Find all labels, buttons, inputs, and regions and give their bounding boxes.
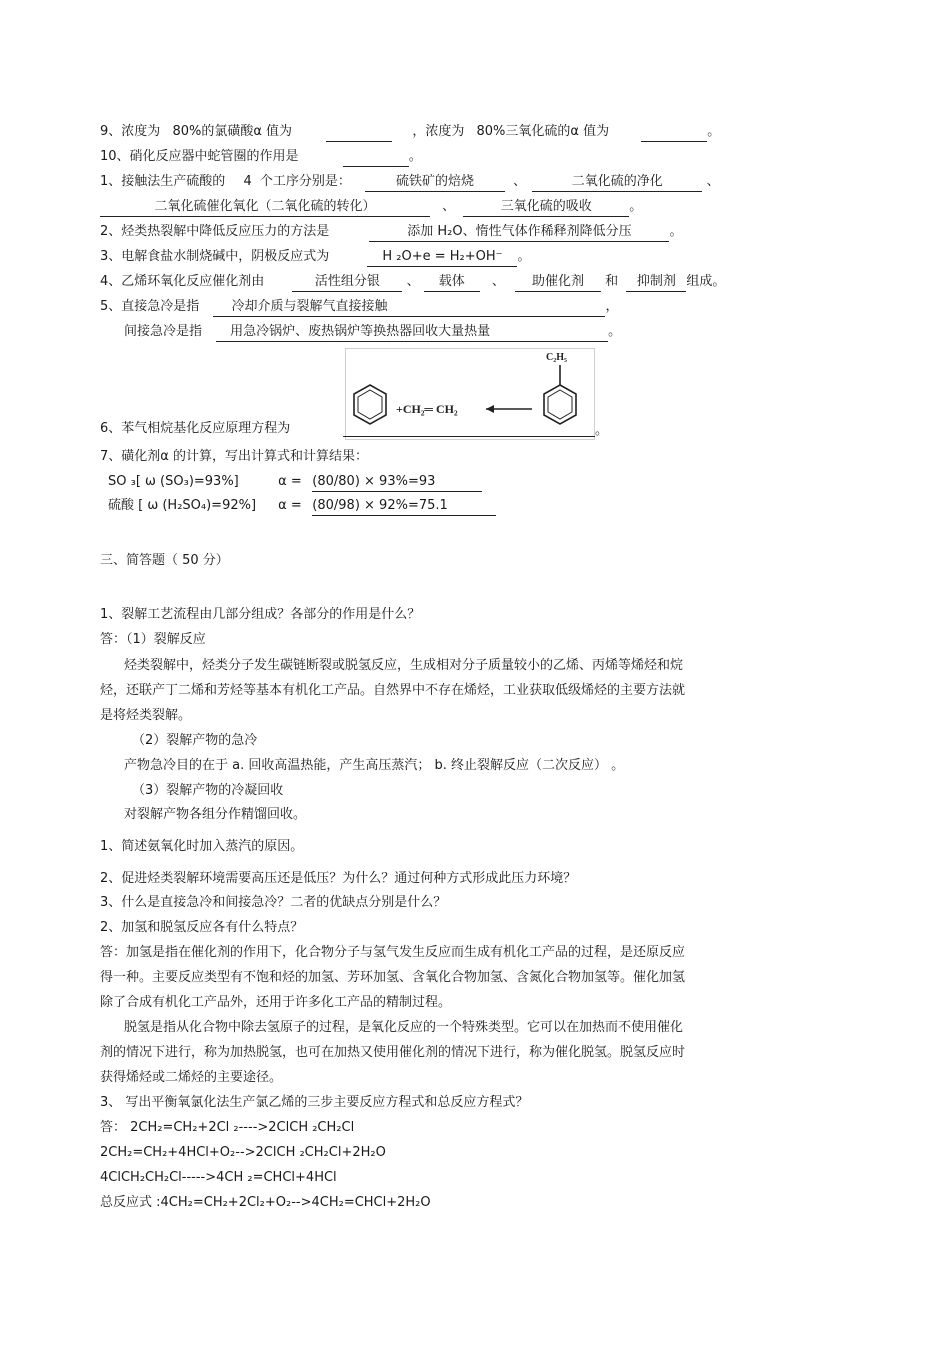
qa-pressure-question: 2、促进烃类裂解环境需要高压还是低压？为什么？通过何种方式形成此压力环境？ — [100, 871, 577, 886]
q5-answer-2: 用急冷锅炉、废热锅炉等换热器回收大量热量 — [216, 323, 608, 342]
benzene-ring-product — [544, 385, 576, 424]
q7-answer-so3: (80/80) × 93%=93 — [312, 473, 482, 492]
alkylation-reaction-figure — [345, 348, 595, 440]
reaction-total: 总反应式 :4CH₂=CH₂+2Cl₂+O₂-->4CH₂=CHCl+2H₂O — [100, 1195, 431, 1210]
ethyl-group-label: C₂H₅ — [546, 352, 567, 363]
q9-line: 9、浓度为 80%的氯磺酸α 值为 ，浓度为 80%三氧化硫的α 值为 。 — [100, 123, 720, 142]
q5-answer-1: 冷却介质与裂解气直接接触 — [213, 298, 605, 317]
q7-row-h2so4: 硫酸 [ ω (H₂SO₄)=92%] α = (80/98) × 92%=75.1 — [108, 497, 496, 516]
qa-q1-answer-heading: 答：（1）裂解反应 — [100, 632, 206, 647]
qa-quench-question: 3、什么是直接急冷和间接急冷？二者的优缺点分别是什么？ — [100, 895, 447, 910]
q1-answer-3: 二氧化硫催化氧化（二氧化硫的转化） — [100, 198, 430, 217]
qa-q1-title: 1、裂解工艺流程由几部分组成？各部分的作用是什么？ — [100, 607, 421, 622]
qa-vinyl-chloride-question: 3、 写出平衡氧氯化法生产氯乙烯的三步主要反应方程式和总反应方程式？ — [100, 1095, 529, 1110]
q4-line: 4、乙烯环氧化反应催化剂由 活性组分银 、 载体 、 助催化剂 和 抑制剂 组成。 — [100, 273, 725, 292]
q2-answer: 添加 H₂O、惰性气体作稀释剂降低分压 — [369, 223, 669, 242]
q4-answer-4: 抑制剂 — [626, 273, 686, 292]
section-3-title: 三、简答题（ 50 分） — [100, 553, 229, 568]
q2-line: 2、烃类热裂解中降低反应压力的方法是 添加 H₂O、惰性气体作稀释剂降低分压 。 — [100, 223, 682, 242]
q1-answer-2: 二氧化硫的净化 — [532, 173, 702, 192]
q3-line: 3、电解食盐水制烧碱中，阴极反应式为 H ₂O+e = H₂+OH⁻ 。 — [100, 248, 530, 267]
q5-line-2: 间接急冷是指 用急冷锅炉、废热锅炉等换热器回收大量热量 。 — [124, 323, 621, 342]
reaction-scheme-svg — [346, 349, 594, 439]
q10-line: 10、硝化反应器中蛇管圈的作用是 。 — [100, 148, 422, 167]
q4-answer-2: 载体 — [424, 273, 480, 292]
reaction-3: 4ClCH₂CH₂Cl----->4CH ₂=CHCl+4HCl — [100, 1170, 337, 1185]
q9-blank-2[interactable] — [641, 123, 707, 142]
q10-blank[interactable] — [343, 148, 409, 167]
reaction-1: 答： 2CH₂=CH₂+2Cl ₂---->2ClCH ₂CH₂Cl — [100, 1120, 355, 1135]
q6-line: 6、苯气相烷基化反应原理方程为 — [100, 421, 291, 436]
q9-blank-1[interactable] — [326, 123, 392, 142]
q5-line-1: 5、直接急冷是指 冷却介质与裂解气直接接触 ， — [100, 298, 618, 317]
q1-line-1: 1、接触法生产硫酸的 4 个工序分别是： 硫铁矿的焙烧 、 二氧化硫的净化 、 — [100, 173, 719, 192]
qa-ammonia-question: 1、简述氨氧化时加入蒸汽的原因。 — [100, 839, 304, 854]
q7-answer-h2so4: (80/98) × 92%=75.1 — [312, 497, 496, 516]
q9-number: 9、 — [100, 124, 122, 139]
q6-answer-underline — [343, 436, 595, 437]
ethylene-reagent: +CH₂═ CH₂ — [396, 402, 458, 416]
reaction-2: 2CH₂=CH₂+4HCl+O₂-->2ClCH ₂CH₂Cl+2H₂O — [100, 1145, 386, 1160]
benzene-ring-reactant — [354, 385, 386, 424]
q1-line-2: 二氧化硫催化氧化（二氧化硫的转化） 、 三氧化硫的吸收 。 — [100, 198, 642, 217]
qa-hydrogenation-question: 2、加氢和脱氢反应各有什么特点？ — [100, 920, 304, 935]
q4-answer-3: 助催化剂 — [515, 273, 601, 292]
q3-answer: H ₂O+e = H₂+OH⁻ — [367, 248, 517, 267]
q7-row-so3: SO ₃[ ω (SO₃)=93%] α = (80/80) × 93%=93 — [108, 473, 482, 492]
q1-answer-1: 硫铁矿的焙烧 — [365, 173, 505, 192]
q4-answer-1: 活性组分银 — [292, 273, 402, 292]
q1-answer-4: 三氧化硫的吸收 — [463, 198, 629, 217]
q7-line: 7、磺化剂α 的计算，写出计算式和计算结果： — [100, 449, 368, 464]
